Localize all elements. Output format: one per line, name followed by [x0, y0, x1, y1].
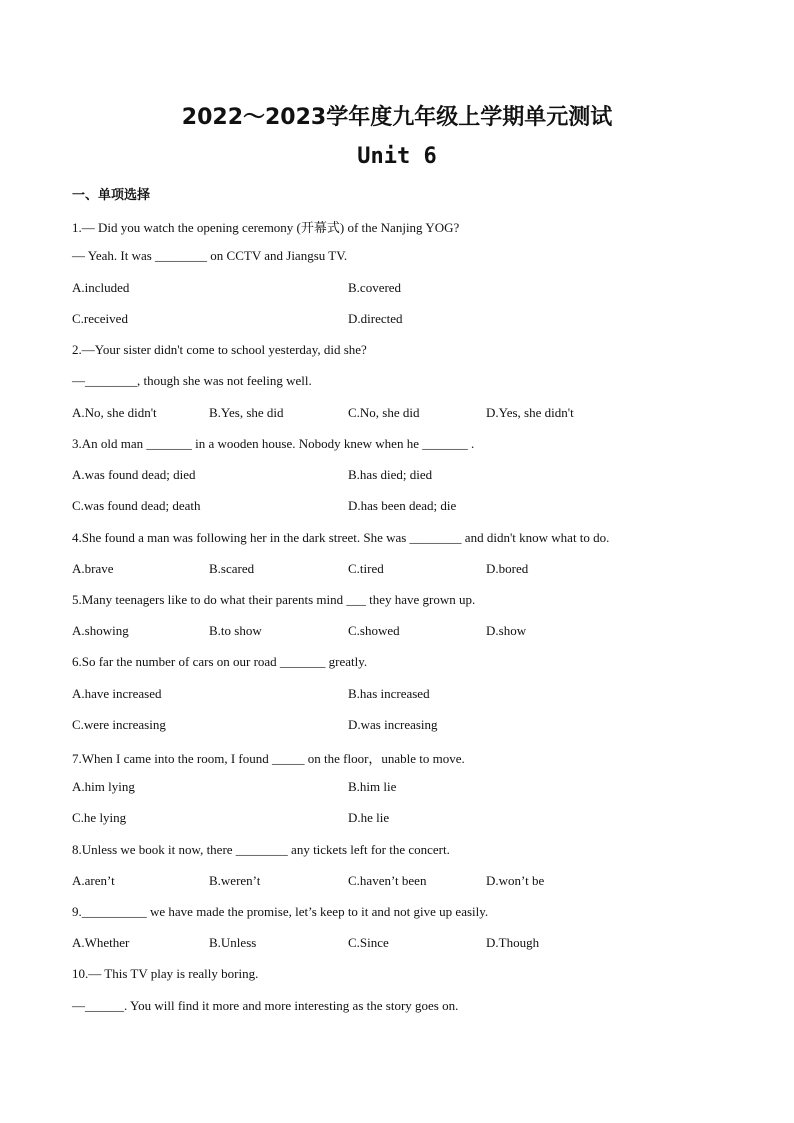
- question-6-option-a: A.have increased: [72, 686, 162, 701]
- question-5-option-c: C.showed: [348, 623, 400, 638]
- question-2-option-d: D.Yes, she didn't: [486, 405, 574, 420]
- question-7-option-a: A.him lying: [72, 779, 135, 794]
- question-1-option-d: D.directed: [348, 311, 403, 326]
- question-4-option-d: D.bored: [486, 561, 529, 576]
- question-9-option-d: D.Though: [486, 935, 540, 950]
- question-5-option-d: D.show: [486, 623, 527, 638]
- question-8-option-c: C.haven’t been: [348, 873, 427, 888]
- question-3-option-a: A.was found dead; died: [72, 467, 196, 482]
- question-1-stem: 1.— Did you watch the opening ceremony (开幕式) of the Nanjing YOG?: [72, 220, 460, 235]
- question-1-stem-line2: — Yeah. It was ________ on CCTV and Jiangsu TV.: [72, 248, 348, 263]
- question-8-option-d: D.won’t be: [486, 873, 545, 888]
- question-4-option-a: A.brave: [72, 561, 114, 576]
- question-4-stem: 4.She found a man was following her in the dark street. She was ________ and didn't know what to do.: [72, 530, 610, 545]
- question-10-stem: 10.— This TV play is really boring.: [72, 966, 259, 981]
- question-9-option-b: B.Unless: [209, 935, 257, 950]
- question-3-stem: 3.An old man _______ in a wooden house. Nobody knew when he _______ .: [72, 436, 475, 451]
- question-7-option-c: C.he lying: [72, 810, 127, 825]
- question-9-option-a: A.Whether: [72, 935, 130, 950]
- question-5-option-b: B.to show: [209, 623, 262, 638]
- question-7-stem: 7.When I came into the room, I found _____ on the floor，unable to move.: [72, 751, 465, 766]
- question-6-option-b: B.has increased: [348, 686, 430, 701]
- section-heading: 一、单项选择: [72, 188, 151, 203]
- question-6-stem: 6.So far the number of cars on our road _______ greatly.: [72, 654, 368, 669]
- question-2-option-a: A.No, she didn't: [72, 405, 157, 420]
- question-5-stem: 5.Many teenagers like to do what their parents mind ___ they have grown up.: [72, 592, 476, 607]
- question-3-option-c: C.was found dead; death: [72, 498, 201, 513]
- question-1-option-c: C.received: [72, 311, 128, 326]
- question-10-stem-line2: —______. You will find it more and more interesting as the story goes on.: [72, 998, 459, 1013]
- question-1-option-b: B.covered: [348, 280, 402, 295]
- question-2-option-c: C.No, she did: [348, 405, 420, 420]
- question-3-option-d: D.has been dead; die: [348, 498, 457, 513]
- question-7-option-d: D.he lie: [348, 810, 390, 825]
- question-2-stem-line2: —________, though she was not feeling well.: [72, 373, 312, 388]
- question-9-option-c: C.Since: [348, 935, 389, 950]
- question-4-option-c: C.tired: [348, 561, 384, 576]
- question-1-option-a: A.included: [72, 280, 130, 295]
- question-7-option-b: B.him lie: [348, 779, 397, 794]
- question-8-stem: 8.Unless we book it now, there ________ any tickets left for the concert.: [72, 842, 450, 857]
- question-6-option-d: D.was increasing: [348, 717, 438, 732]
- question-2-stem: 2.—Your sister didn't come to school yesterday, did she?: [72, 342, 367, 357]
- page-subtitle: Unit 6: [357, 144, 437, 169]
- question-9-stem: 9.__________ we have made the promise, let’s keep to it and not give up easily.: [72, 904, 489, 919]
- question-8-option-a: A.aren’t: [72, 873, 115, 888]
- question-3-option-b: B.has died; died: [348, 467, 433, 482]
- question-8-option-b: B.weren’t: [209, 873, 261, 888]
- question-4-option-b: B.scared: [209, 561, 255, 576]
- question-2-option-b: B.Yes, she did: [209, 405, 284, 420]
- page-title: 2022～2023学年度九年级上学期单元测试: [181, 105, 613, 130]
- question-6-option-c: C.were increasing: [72, 717, 166, 732]
- question-5-option-a: A.showing: [72, 623, 129, 638]
